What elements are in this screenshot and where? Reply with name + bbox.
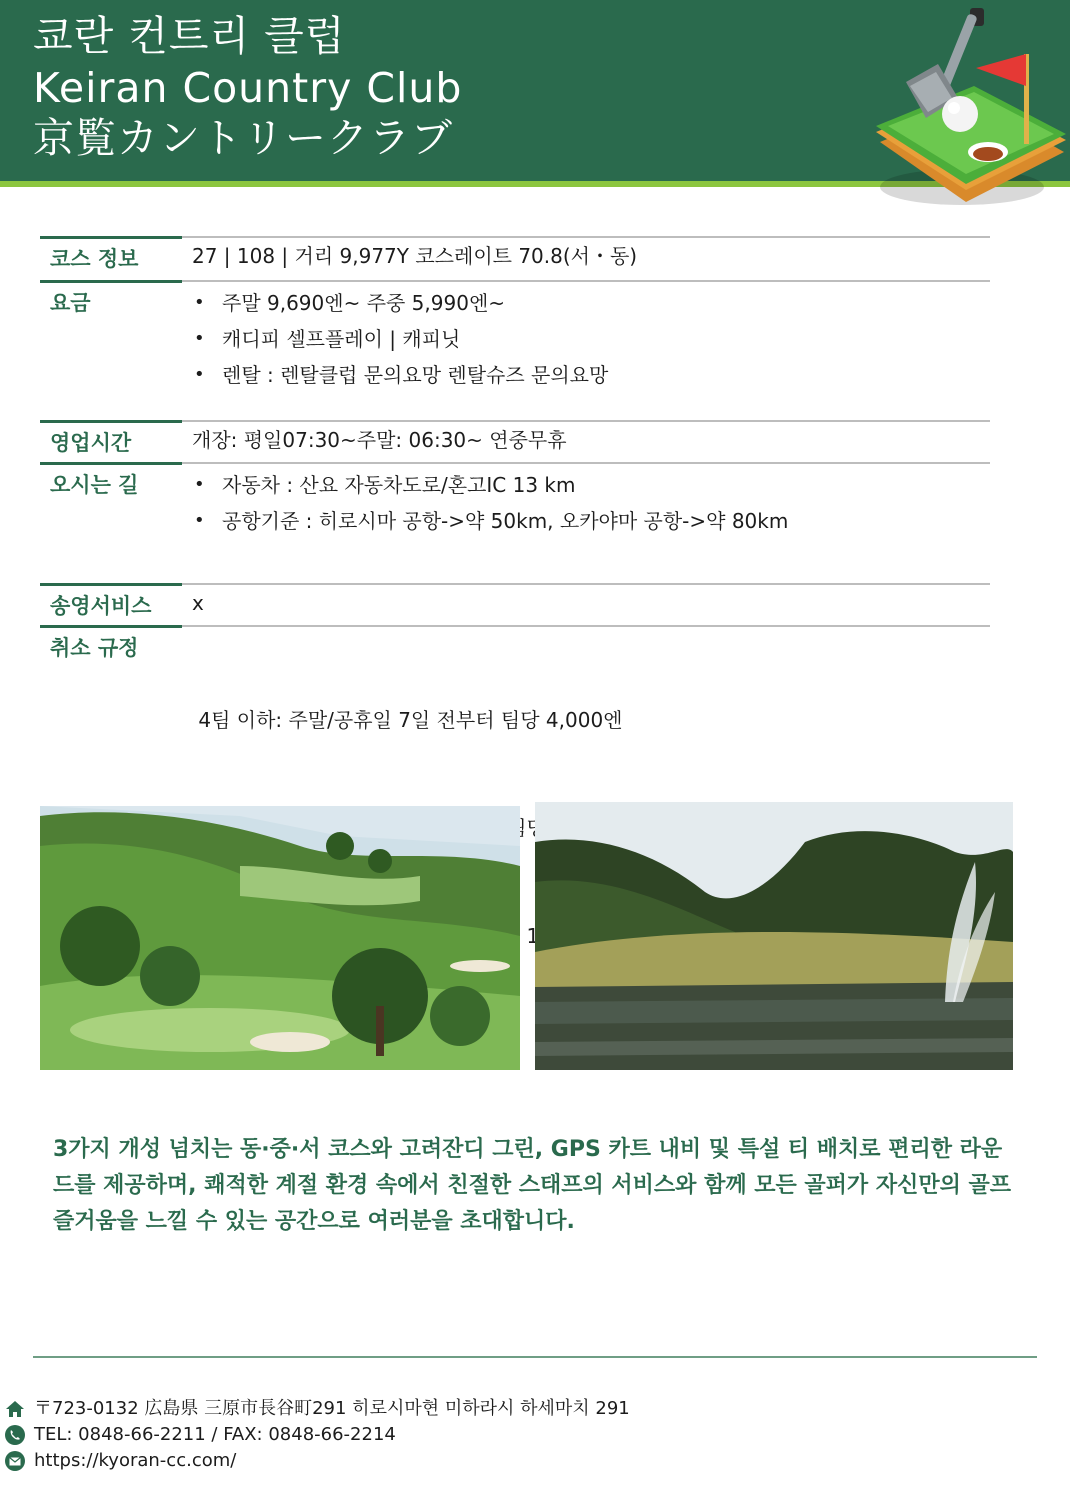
value-hours: 개장: 평일07:30~주말: 06:30~ 연중무휴 <box>192 428 567 452</box>
row-divider <box>182 462 990 464</box>
label-course-info: 코스 정보 <box>40 236 182 276</box>
row-fees <box>40 280 990 420</box>
fee-item: • 주말 9,690엔~ 주중 5,990엔~ <box>192 285 990 321</box>
label-hours: 영업시간 <box>40 420 182 460</box>
row-divider <box>182 625 990 627</box>
direction-item: • 자동차 : 산요 자동차도로/혼고IC 13 km <box>192 467 990 503</box>
value-shuttle: x <box>192 591 204 615</box>
row-hours <box>40 420 990 462</box>
home-icon <box>4 1398 26 1420</box>
course-photo-fairway <box>40 806 520 1070</box>
value-directions <box>192 462 990 539</box>
mail-icon <box>4 1450 26 1472</box>
row-divider <box>182 280 990 282</box>
cancel-rule-line: 4팀 이하: 주말/공휴일 7일 전부터 팀당 4,000엔 <box>192 708 623 732</box>
title-japanese: 京覧カントリークラブ <box>33 114 453 162</box>
promo-text: 3가지 개성 넘치는 동·중·서 코스와 고려잔디 그린, GPS 카트 내비 및 특설 티 배치로 편리한 라운드를 제공하며, 쾌적한 계절 환경 속에서 친절한 스태프의 서비스와 함께 모든 골퍼가 자신만의 골프 즐거움을 느낄 수 있는 공간으로 여러분을 초대합니다. <box>53 1137 1012 1234</box>
contact-block <box>4 1396 630 1474</box>
phone-text: TEL: 0848-66-2211 / FAX: 0848-66-2214 <box>34 1424 396 1445</box>
row-divider <box>182 236 990 238</box>
website-line[interactable] <box>4 1448 630 1474</box>
label-directions: 오시는 길 <box>40 462 182 502</box>
course-photo-pond <box>535 802 1013 1070</box>
title-korean: 쿄란 컨트리 클럽 <box>33 12 346 60</box>
phone-icon <box>4 1424 26 1446</box>
golf-course-icon <box>866 2 1070 214</box>
row-cancellation <box>40 625 990 840</box>
row-directions <box>40 462 990 583</box>
info-table <box>40 236 990 840</box>
footer-divider <box>33 1356 1037 1358</box>
row-divider <box>182 420 990 422</box>
row-course-info <box>40 236 990 280</box>
value-course-info: 27 | 108 | 거리 9,977Y 코스레이트 70.8(서・동) <box>192 244 638 268</box>
direction-item: • 공항기준 : 히로시마 공항->약 50km, 오카야마 공항->약 80km <box>192 503 990 539</box>
website-link[interactable]: https://kyoran-cc.com/ <box>34 1450 237 1471</box>
cancel-rule-line: 팀당 <box>507 816 546 840</box>
fee-item: • 렌탈 : 렌탈클럽 문의요망 렌탈슈즈 문의요망 <box>192 357 990 393</box>
address-text: 〒723-0132 広島県 三原市長谷町291 히로시마현 미하라시 하세마치 291 <box>34 1398 630 1419</box>
row-divider <box>182 583 990 585</box>
label-cancellation: 취소 규정 <box>40 625 182 665</box>
value-fees <box>192 280 990 393</box>
row-shuttle <box>40 583 990 625</box>
title-english: Keiran Country Club <box>33 64 463 112</box>
fee-item: • 캐디피 셀프플레이 | 캐피닛 <box>192 321 990 357</box>
label-shuttle: 송영서비스 <box>40 583 182 623</box>
address-line <box>4 1396 630 1422</box>
label-fees: 요금 <box>40 280 182 320</box>
phone-line <box>4 1422 630 1448</box>
